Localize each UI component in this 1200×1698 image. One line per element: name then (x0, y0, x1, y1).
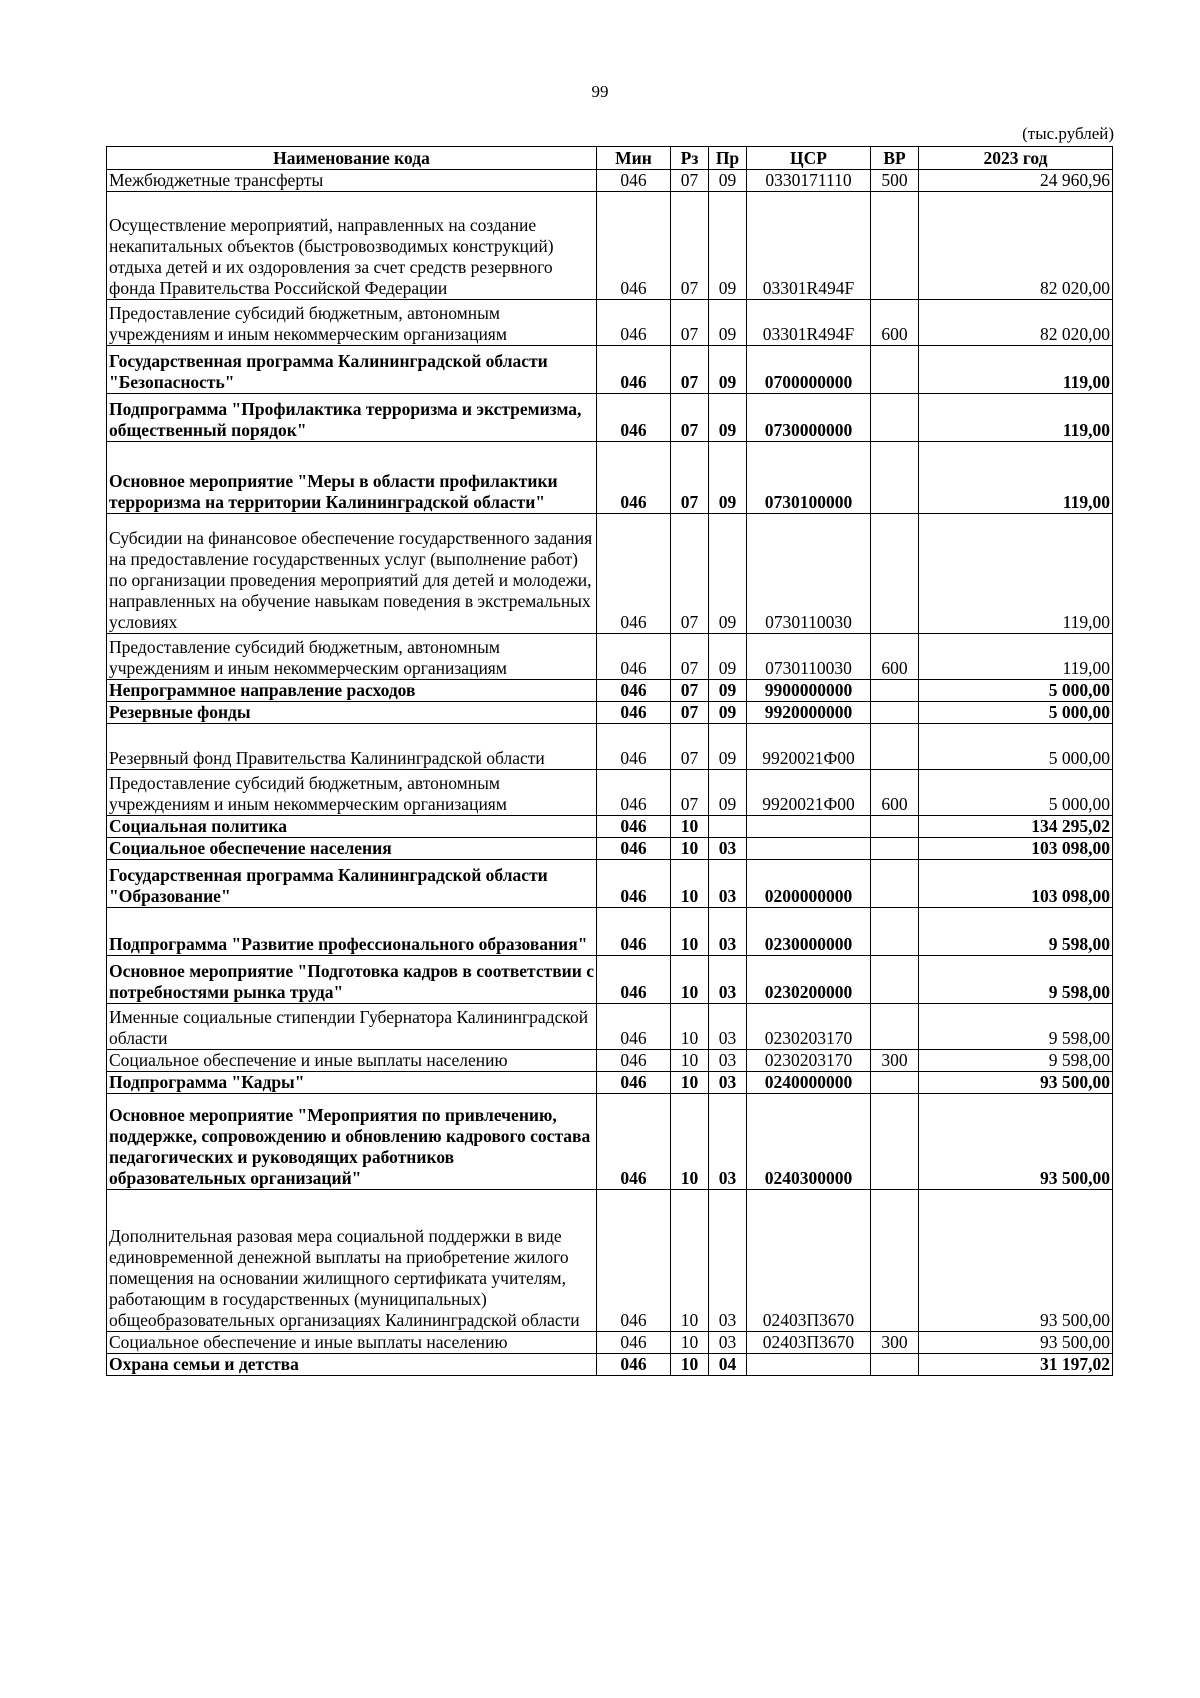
cell-csr: 0230203170 (747, 1004, 871, 1050)
cell-pr: 09 (709, 702, 747, 724)
cell-pr: 09 (709, 300, 747, 346)
cell-min: 046 (597, 816, 671, 838)
cell-amount: 82 020,00 (919, 192, 1113, 300)
cell-pr: 03 (709, 1050, 747, 1072)
table-row (107, 346, 1113, 394)
cell-rz: 07 (671, 770, 709, 816)
cell-vr (871, 724, 919, 770)
cell-csr: 9920000000 (747, 702, 871, 724)
cell-vr (871, 1094, 919, 1190)
cell-min: 046 (597, 724, 671, 770)
cell-name: Резервные фонды (107, 702, 597, 724)
cell-rz: 10 (671, 1332, 709, 1354)
header-vr: ВР (871, 147, 919, 170)
cell-amount: 5 000,00 (919, 702, 1113, 724)
cell-vr (871, 394, 919, 442)
cell-csr: 0700000000 (747, 346, 871, 394)
cell-vr: 600 (871, 634, 919, 680)
cell-name: Охрана семьи и детства (107, 1354, 597, 1376)
cell-pr: 09 (709, 192, 747, 300)
cell-name: Подпрограмма "Кадры" (107, 1072, 597, 1094)
cell-csr (747, 1354, 871, 1376)
cell-pr: 09 (709, 346, 747, 394)
cell-pr: 09 (709, 442, 747, 514)
cell-name: Межбюджетные трансферты (107, 170, 597, 192)
cell-csr: 9920021Ф00 (747, 724, 871, 770)
cell-min: 046 (597, 956, 671, 1004)
cell-rz: 07 (671, 170, 709, 192)
cell-min: 046 (597, 1050, 671, 1072)
cell-csr: 0730110030 (747, 514, 871, 634)
cell-amount: 5 000,00 (919, 770, 1113, 816)
table-row (107, 860, 1113, 908)
cell-amount: 93 500,00 (919, 1190, 1113, 1332)
cell-pr: 09 (709, 394, 747, 442)
cell-min: 046 (597, 1190, 671, 1332)
table-row (107, 634, 1113, 680)
cell-rz: 07 (671, 514, 709, 634)
cell-name: Именные социальные стипендии Губернатора Калининградской области (107, 1004, 597, 1050)
cell-vr: 600 (871, 300, 919, 346)
cell-pr: 09 (709, 514, 747, 634)
cell-name: Предоставление субсидий бюджетным, автономным учреждениям и иным некоммерческим организациям (107, 770, 597, 816)
cell-amount: 119,00 (919, 346, 1113, 394)
cell-name: Предоставление субсидий бюджетным, автономным учреждениям и иным некоммерческим организациям (107, 300, 597, 346)
cell-vr (871, 702, 919, 724)
cell-amount: 93 500,00 (919, 1332, 1113, 1354)
cell-min: 046 (597, 170, 671, 192)
units-label: (тыс.рублей) (1022, 124, 1114, 143)
cell-min: 046 (597, 908, 671, 956)
cell-vr (871, 442, 919, 514)
table-row (107, 1050, 1113, 1072)
cell-name: Государственная программа Калининградской области "Образование" (107, 860, 597, 908)
cell-amount: 119,00 (919, 394, 1113, 442)
table-row (107, 908, 1113, 956)
cell-vr (871, 1354, 919, 1376)
table-row (107, 170, 1113, 192)
cell-amount: 134 295,02 (919, 816, 1113, 838)
table-row (107, 724, 1113, 770)
cell-name: Основное мероприятие "Мероприятия по привлечению, поддержке, сопровождению и обновлению кадрового состава педагогических и руководящих работников образовательных организаций" (107, 1094, 597, 1190)
cell-csr: 0240000000 (747, 1072, 871, 1094)
cell-csr: 03301R494F (747, 300, 871, 346)
table-row (107, 680, 1113, 702)
cell-pr: 09 (709, 724, 747, 770)
cell-min: 046 (597, 1004, 671, 1050)
header-min: Мин (597, 147, 671, 170)
cell-rz: 07 (671, 394, 709, 442)
cell-min: 046 (597, 514, 671, 634)
cell-csr: 02403П3670 (747, 1190, 871, 1332)
cell-pr: 09 (709, 170, 747, 192)
cell-pr: 03 (709, 1332, 747, 1354)
cell-min: 046 (597, 634, 671, 680)
cell-amount: 9 598,00 (919, 1050, 1113, 1072)
cell-amount: 82 020,00 (919, 300, 1113, 346)
cell-pr: 03 (709, 1004, 747, 1050)
cell-name: Предоставление субсидий бюджетным, автономным учреждениям и иным некоммерческим организациям (107, 634, 597, 680)
cell-amount: 103 098,00 (919, 860, 1113, 908)
cell-vr (871, 680, 919, 702)
cell-rz: 07 (671, 702, 709, 724)
cell-amount: 93 500,00 (919, 1094, 1113, 1190)
table-row (107, 1094, 1113, 1190)
cell-vr (871, 838, 919, 860)
cell-amount: 24 960,96 (919, 170, 1113, 192)
cell-rz: 10 (671, 860, 709, 908)
cell-csr: 9920021Ф00 (747, 770, 871, 816)
cell-name: Резервный фонд Правительства Калининградской области (107, 724, 597, 770)
cell-name: Непрограммное направление расходов (107, 680, 597, 702)
cell-min: 046 (597, 680, 671, 702)
cell-rz: 07 (671, 346, 709, 394)
cell-rz: 10 (671, 1094, 709, 1190)
cell-rz: 10 (671, 1354, 709, 1376)
cell-vr: 600 (871, 770, 919, 816)
table-row (107, 394, 1113, 442)
table-row (107, 1190, 1113, 1332)
cell-min: 046 (597, 1072, 671, 1094)
cell-csr: 0200000000 (747, 860, 871, 908)
cell-pr: 04 (709, 1354, 747, 1376)
cell-min: 046 (597, 770, 671, 816)
cell-name: Субсидии на финансовое обеспечение государственного задания на предоставление государственных услуг (выполнение работ) по организации проведения мероприятий для детей и молодежи, направленных на обучение навыкам поведения в экстремальных условиях (107, 514, 597, 634)
cell-amount: 9 598,00 (919, 908, 1113, 956)
cell-csr (747, 838, 871, 860)
cell-amount: 31 197,02 (919, 1354, 1113, 1376)
table-row (107, 770, 1113, 816)
cell-min: 046 (597, 346, 671, 394)
cell-csr: 0730000000 (747, 394, 871, 442)
cell-vr (871, 346, 919, 394)
cell-min: 046 (597, 300, 671, 346)
cell-min: 046 (597, 838, 671, 860)
cell-min: 046 (597, 1354, 671, 1376)
cell-csr: 02403П3670 (747, 1332, 871, 1354)
cell-rz: 07 (671, 634, 709, 680)
cell-csr: 0330171110 (747, 170, 871, 192)
cell-min: 046 (597, 442, 671, 514)
cell-name: Социальная политика (107, 816, 597, 838)
cell-name: Социальное обеспечение населения (107, 838, 597, 860)
cell-rz: 10 (671, 838, 709, 860)
cell-vr (871, 816, 919, 838)
cell-vr: 300 (871, 1332, 919, 1354)
table-row (107, 1004, 1113, 1050)
cell-rz: 07 (671, 192, 709, 300)
cell-csr: 0230000000 (747, 908, 871, 956)
cell-vr (871, 908, 919, 956)
cell-rz: 10 (671, 1050, 709, 1072)
cell-vr (871, 956, 919, 1004)
cell-vr (871, 514, 919, 634)
cell-name: Дополнительная разовая мера социальной поддержки в виде единовременной денежной выплаты на приобретение жилого помещения на основании жилищного сертификата учителям, работающим в государственных (муниципальных) общеобразовательных организациях Калининградской области (107, 1190, 597, 1332)
cell-amount: 93 500,00 (919, 1072, 1113, 1094)
cell-name: Социальное обеспечение и иные выплаты населению (107, 1332, 597, 1354)
cell-vr (871, 860, 919, 908)
cell-pr: 03 (709, 956, 747, 1004)
cell-vr (871, 1190, 919, 1332)
cell-name: Подпрограмма "Профилактика терроризма и экстремизма, общественный порядок" (107, 394, 597, 442)
header-row (107, 147, 1113, 170)
cell-rz: 10 (671, 1004, 709, 1050)
cell-rz: 10 (671, 1190, 709, 1332)
cell-name: Социальное обеспечение и иные выплаты населению (107, 1050, 597, 1072)
cell-rz: 10 (671, 816, 709, 838)
cell-csr: 0230200000 (747, 956, 871, 1004)
cell-min: 046 (597, 702, 671, 724)
cell-pr: 03 (709, 1190, 747, 1332)
cell-vr (871, 1072, 919, 1094)
table-row (107, 702, 1113, 724)
cell-pr: 09 (709, 770, 747, 816)
table-row (107, 300, 1113, 346)
table-row (107, 1072, 1113, 1094)
header-name: Наименование кода (107, 147, 597, 170)
cell-min: 046 (597, 1094, 671, 1190)
cell-min: 046 (597, 192, 671, 300)
header-rz: Рз (671, 147, 709, 170)
cell-name: Подпрограмма "Развитие профессионального образования" (107, 908, 597, 956)
cell-pr: 03 (709, 860, 747, 908)
cell-amount: 9 598,00 (919, 956, 1113, 1004)
cell-rz: 07 (671, 300, 709, 346)
cell-amount: 119,00 (919, 514, 1113, 634)
cell-pr: 03 (709, 1072, 747, 1094)
table-row (107, 816, 1113, 838)
cell-amount: 119,00 (919, 442, 1113, 514)
cell-name: Государственная программа Калининградской области "Безопасность" (107, 346, 597, 394)
table-row (107, 838, 1113, 860)
cell-csr: 0730100000 (747, 442, 871, 514)
cell-vr (871, 1004, 919, 1050)
cell-pr: 03 (709, 838, 747, 860)
cell-name: Основное мероприятие "Подготовка кадров в соответствии с потребностями рынка труда" (107, 956, 597, 1004)
cell-vr: 300 (871, 1050, 919, 1072)
cell-rz: 07 (671, 680, 709, 702)
cell-pr: 03 (709, 1094, 747, 1190)
cell-pr (709, 816, 747, 838)
cell-name: Основное мероприятие "Меры в области профилактики терроризма на территории Калининградской области" (107, 442, 597, 514)
header-pr: Пр (709, 147, 747, 170)
cell-csr: 0240300000 (747, 1094, 871, 1190)
cell-rz: 07 (671, 442, 709, 514)
header-csr: ЦСР (747, 147, 871, 170)
table-row (107, 442, 1113, 514)
cell-amount: 119,00 (919, 634, 1113, 680)
table-row (107, 514, 1113, 634)
cell-csr: 9900000000 (747, 680, 871, 702)
cell-vr: 500 (871, 170, 919, 192)
cell-pr: 03 (709, 908, 747, 956)
table-row (107, 1332, 1113, 1354)
cell-rz: 10 (671, 956, 709, 1004)
table-body (107, 170, 1113, 1376)
cell-min: 046 (597, 1332, 671, 1354)
cell-min: 046 (597, 860, 671, 908)
cell-amount: 103 098,00 (919, 838, 1113, 860)
cell-min: 046 (597, 394, 671, 442)
header-amount: 2023 год (919, 147, 1113, 170)
cell-amount: 9 598,00 (919, 1004, 1113, 1050)
cell-name: Осуществление мероприятий, направленных на создание некапитальных объектов (быстровозводимых конструкций) отдыха детей и их оздоровления за счет средств резервного фонда Правительства Российской Федерации (107, 192, 597, 300)
cell-csr (747, 816, 871, 838)
page-number: 99 (591, 82, 609, 101)
cell-pr: 09 (709, 634, 747, 680)
cell-rz: 10 (671, 908, 709, 956)
cell-vr (871, 192, 919, 300)
cell-csr: 03301R494F (747, 192, 871, 300)
cell-rz: 07 (671, 724, 709, 770)
table-row (107, 956, 1113, 1004)
table-row (107, 1354, 1113, 1376)
cell-csr: 0230203170 (747, 1050, 871, 1072)
cell-rz: 10 (671, 1072, 709, 1094)
cell-csr: 0730110030 (747, 634, 871, 680)
cell-amount: 5 000,00 (919, 724, 1113, 770)
budget-table (106, 146, 1113, 1376)
cell-pr: 09 (709, 680, 747, 702)
table-row (107, 192, 1113, 300)
cell-amount: 5 000,00 (919, 680, 1113, 702)
